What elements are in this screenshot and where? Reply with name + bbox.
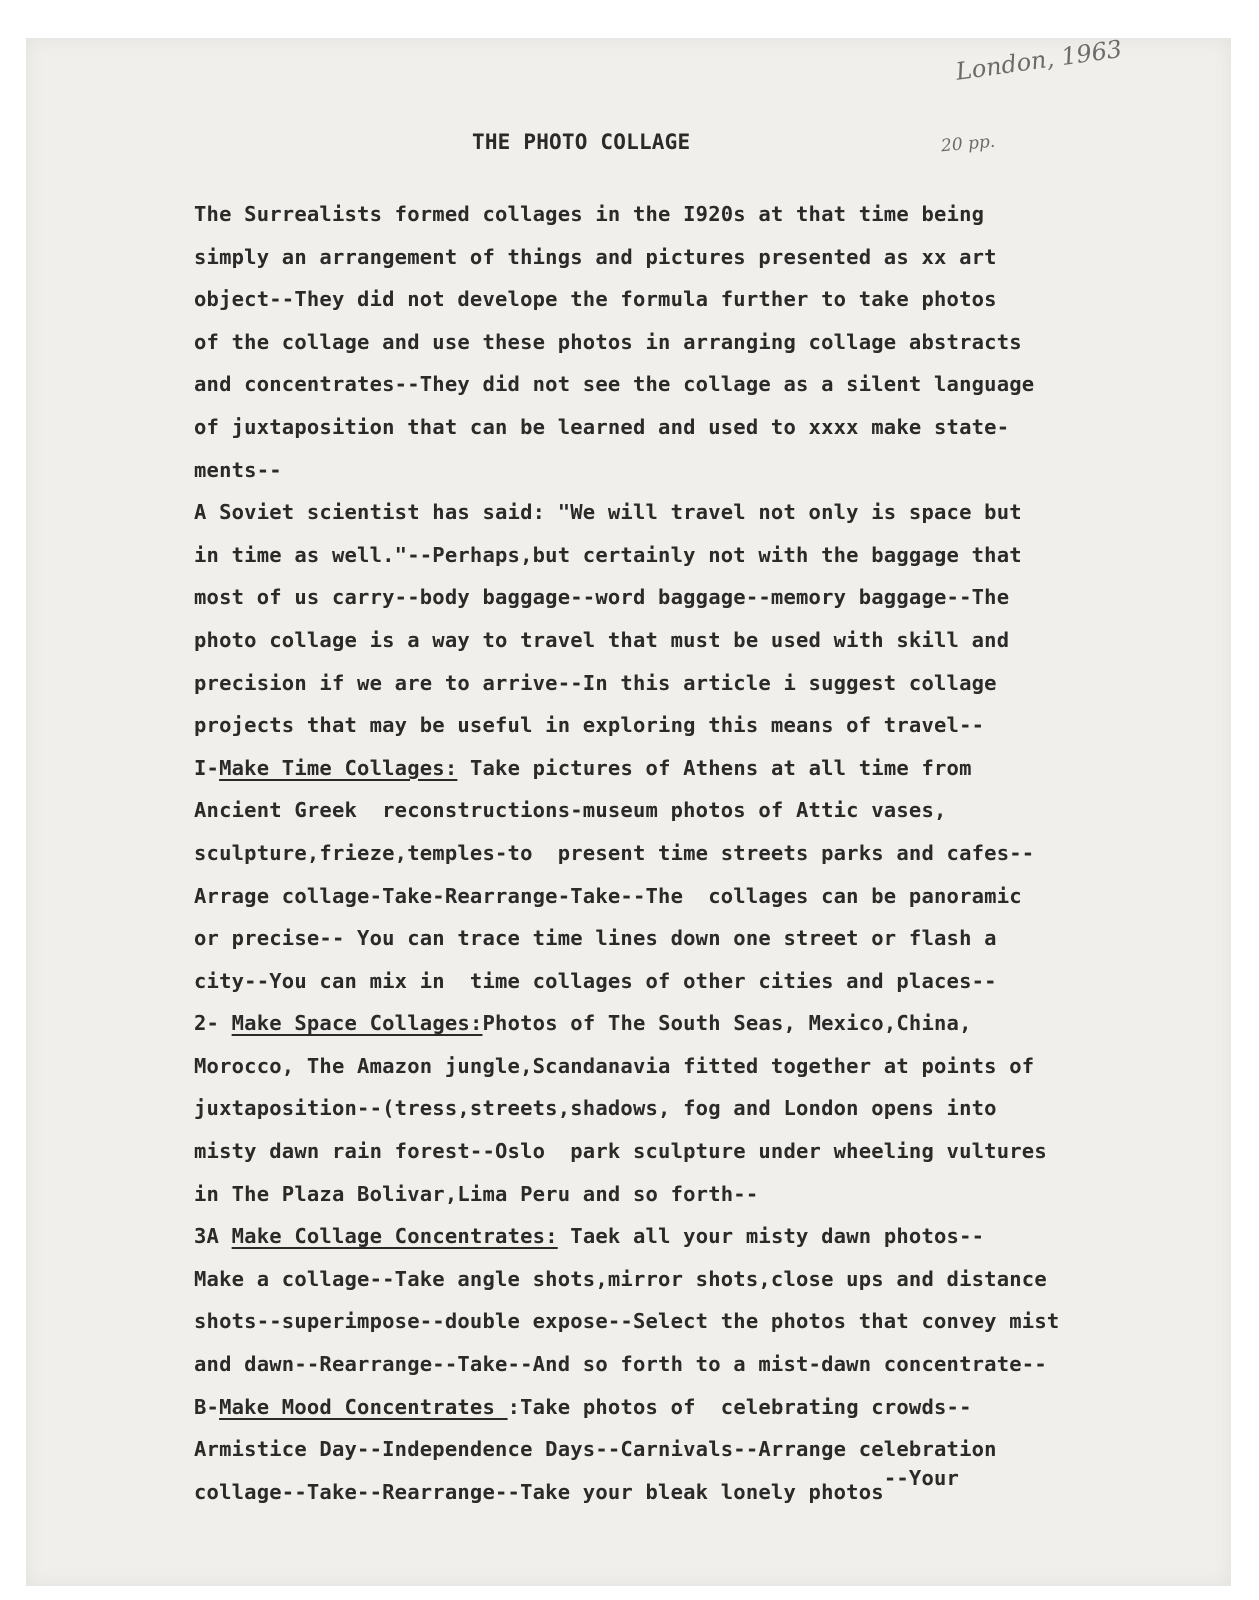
text-run: Make a collage--Take angle shots,mirror shots,close ups and distance (194, 1266, 1047, 1291)
text-line (194, 960, 1214, 1003)
section-heading: Make Time Collages: (219, 755, 458, 780)
text-run: and dawn--Rearrange--Take--And so forth to a mist-dawn concentrate-- (194, 1352, 1047, 1377)
text-line (194, 321, 1214, 364)
text-line (194, 789, 1214, 832)
text-line (194, 1215, 1214, 1258)
section-heading: Make Space Collages: (231, 1011, 483, 1036)
text-run: simply an arrangement of things and pictures presented as xx art (194, 244, 997, 269)
typed-page (26, 34, 1231, 1586)
text-line (194, 747, 1214, 790)
text-run: B- (194, 1394, 220, 1419)
document-title: THE PHOTO COLLAGE (472, 130, 691, 154)
text-run: in time as well."--Perhaps,but certainly not with the baggage that (194, 542, 1022, 567)
text-line (194, 576, 1214, 619)
text-run: Taek all your misty dawn photos-- (557, 1224, 985, 1249)
text-run: A Soviet scientist has said: "We will travel not only is space but (194, 500, 1022, 525)
text-run: juxtaposition--(tress,streets,shadows, fog and London opens into (194, 1096, 997, 1121)
text-line (194, 1386, 1214, 1429)
text-run: misty dawn rain forest--Oslo park sculpture under wheeling vultures (194, 1139, 1047, 1164)
text-run: I- (194, 755, 220, 780)
text-line (194, 875, 1214, 918)
text-line (194, 534, 1214, 577)
text-run: ments-- (194, 457, 282, 482)
text-run: Ancient Greek reconstructions-museum photos of Attic vases, (194, 798, 947, 823)
text-run: sculpture,frieze,temples-to present time streets parks and cafes-- (194, 840, 1035, 865)
text-run: collage--Take--Rearrange--Take your bleak lonely photos (194, 1479, 884, 1504)
text-line (194, 491, 1214, 534)
text-run: in The Plaza Bolivar,Lima Peru and so forth-- (194, 1181, 759, 1206)
text-line (194, 1343, 1214, 1386)
text-run: :Take photos of celebrating crowds-- (507, 1394, 972, 1419)
text-line (194, 917, 1214, 960)
text-run: 2- (194, 1011, 232, 1036)
section-heading: Make Collage Concentrates: (231, 1224, 558, 1249)
text-run: of juxtaposition that can be learned and used to xxxx make state- (194, 414, 1010, 439)
text-line (194, 662, 1214, 705)
text-run: shots--superimpose--double expose--Select the photos that convey mist (194, 1309, 1060, 1334)
section-heading: Make Mood Concentrates (219, 1394, 508, 1419)
text-run: Photos of The South Seas, Mexico,China, (482, 1011, 972, 1036)
text-run: Take pictures of Athens at all time from (457, 755, 972, 780)
text-line (194, 1173, 1214, 1216)
text-line (194, 406, 1214, 449)
text-run: or precise-- You can trace time lines down one street or flash a (194, 926, 997, 951)
text-run: of the collage and use these photos in arranging collage abstracts (194, 329, 1022, 354)
text-line (194, 619, 1214, 662)
text-run: object--They did not develope the formula further to take photos (194, 287, 997, 312)
text-line (194, 1087, 1214, 1130)
text-run: photo collage is a way to travel that must be used with skill and (194, 627, 1010, 652)
text-line (194, 1465, 1214, 1514)
text-run: projects that may be useful in exploring this means of travel-- (194, 713, 985, 738)
text-line (194, 1130, 1214, 1173)
text-run: Arrage collage-Take-Rearrange-Take--The collages can be panoramic (194, 883, 1022, 908)
text-line (194, 193, 1214, 236)
text-line (194, 1300, 1214, 1343)
text-line (194, 236, 1214, 279)
document-body (194, 193, 1214, 1513)
text-run: most of us carry--body baggage--word baggage--memory baggage--The (194, 585, 1010, 610)
text-line (194, 1428, 1214, 1471)
text-run: and concentrates--They did not see the collage as a silent language (194, 372, 1035, 397)
text-run: Armistice Day--Independence Days--Carnivals--Arrange celebration (194, 1437, 997, 1462)
text-line (194, 1045, 1214, 1088)
raised-text: --Your (883, 1465, 960, 1490)
text-run: Morocco, The Amazon jungle,Scandanavia fitted together at points of (194, 1053, 1035, 1078)
text-run: city--You can mix in time collages of other cities and places-- (194, 968, 997, 993)
text-line (194, 363, 1214, 406)
handwritten-place-date: London, 1963 (954, 34, 1124, 86)
text-run: precision if we are to arrive--In this article i suggest collage (194, 670, 997, 695)
text-run: 3A (194, 1224, 232, 1249)
text-line (194, 704, 1214, 747)
text-line (194, 1002, 1214, 1045)
text-line (194, 832, 1214, 875)
text-line (194, 449, 1214, 492)
text-run: The Surrealists formed collages in the I920s at that time being (194, 202, 985, 226)
handwritten-page-count: 20 pp. (940, 131, 996, 157)
text-line (194, 278, 1214, 321)
text-line (194, 1258, 1214, 1301)
